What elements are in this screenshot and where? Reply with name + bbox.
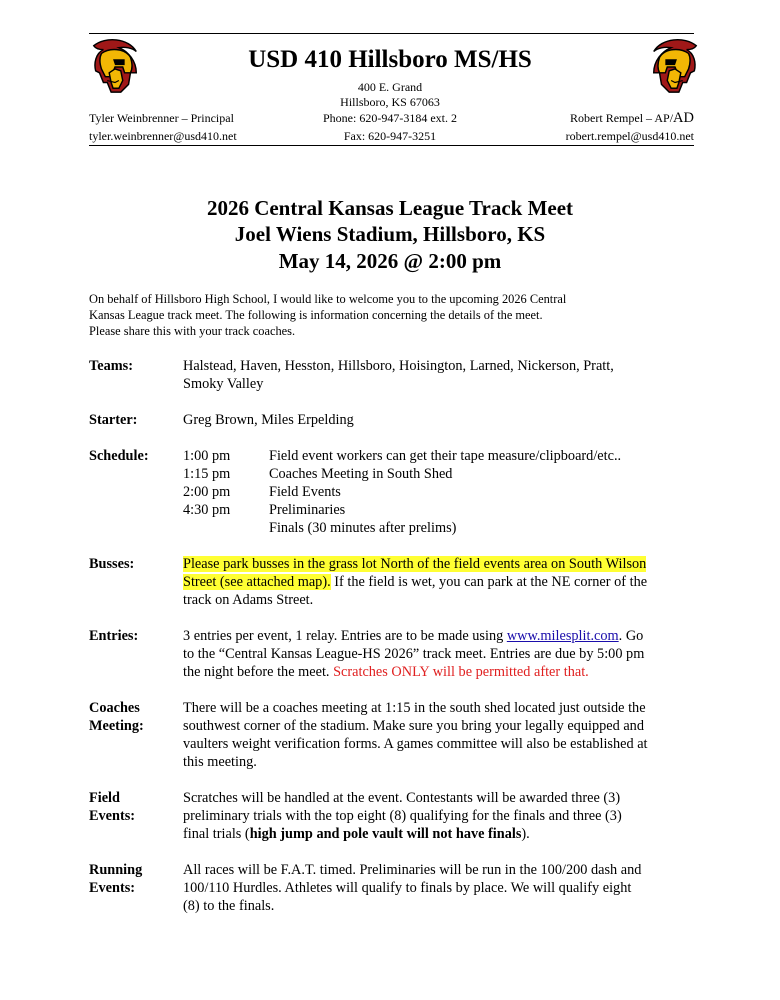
section-coaches-meeting bbox=[89, 699, 699, 771]
school-name: USD 410 Hillsboro MS/HS bbox=[248, 46, 532, 73]
section-running-events bbox=[89, 861, 699, 915]
section-label: Schedule: bbox=[89, 448, 149, 464]
label-line: Events: bbox=[89, 808, 136, 824]
field-events-line: preliminary trials with the top eight (8) qualifying for the finals and three (3) bbox=[183, 808, 622, 824]
entries-line3-text: the night before the meet. bbox=[183, 664, 334, 680]
schedule-desc: Preliminaries bbox=[269, 502, 346, 518]
section-teams bbox=[89, 357, 699, 393]
principal-email: tyler.weinbrenner@usd410.net bbox=[89, 129, 237, 143]
busses-text bbox=[183, 555, 697, 609]
label-line: Coaches bbox=[89, 700, 140, 716]
intro-paragraph bbox=[89, 291, 689, 339]
label-line: Running bbox=[89, 862, 143, 878]
entries-line: to the “Central Kansas League-HS 2026” track meet. Entries are due by 5:00 pm bbox=[183, 646, 645, 662]
ad-email: robert.rempel@usd410.net bbox=[565, 129, 694, 143]
section-label bbox=[89, 699, 177, 735]
running-events-line: 100/110 Hurdles. Athletes will qualify to finals by place. We will qualify eight bbox=[183, 880, 632, 896]
ad-suffix: AD bbox=[673, 110, 694, 126]
busses-line bbox=[183, 555, 697, 573]
teams-line: Smoky Valley bbox=[183, 376, 264, 392]
field-events-post: ). bbox=[521, 826, 530, 842]
section-label: Busses: bbox=[89, 556, 135, 572]
running-events-line: (8) to the finals. bbox=[183, 898, 275, 914]
section-field-events bbox=[89, 789, 699, 843]
schedule-time: 1:00 pm bbox=[183, 448, 231, 464]
entries-text bbox=[183, 627, 697, 681]
ad-name-text: Robert Rempel – AP/ bbox=[570, 111, 674, 125]
busses-line: track on Adams Street. bbox=[183, 592, 314, 608]
field-events-text bbox=[183, 789, 697, 843]
highlighted-text: Street (see attached map). bbox=[183, 574, 331, 590]
fax-number: Fax: 620-947-3251 bbox=[343, 129, 437, 143]
teams-list bbox=[183, 357, 697, 393]
milesplit-link[interactable]: www.milesplit.com bbox=[506, 628, 619, 644]
label-line: Events: bbox=[89, 880, 136, 896]
meet-venue: Joel Wiens Stadium, Hillsboro, KS bbox=[234, 222, 546, 246]
principal-name: Tyler Weinbrenner – Principal bbox=[89, 111, 234, 125]
phone-number: Phone: 620-947-3184 ext. 2 bbox=[323, 111, 457, 125]
no-finals-note: high jump and pole vault will not have finals bbox=[249, 826, 522, 842]
entries-line bbox=[183, 663, 697, 681]
section-label bbox=[89, 861, 177, 897]
schedule-item bbox=[183, 501, 697, 519]
schedule-time: 1:15 pm bbox=[183, 466, 231, 482]
schedule-list bbox=[183, 447, 697, 537]
entries-post-link: . Go bbox=[618, 628, 644, 644]
coaches-line: southwest corner of the stadium. Make sure you bring your legally equipped and bbox=[183, 718, 644, 734]
field-events-pre: final trials ( bbox=[183, 826, 250, 842]
section-label: Entries: bbox=[89, 628, 139, 644]
running-events-text bbox=[183, 861, 697, 915]
label-line: Field bbox=[89, 790, 120, 806]
field-events-line: Scratches will be handled at the event. Contestants will be awarded three (3) bbox=[183, 790, 621, 806]
schedule-time: 2:00 pm bbox=[183, 484, 231, 500]
field-events-line bbox=[183, 825, 697, 843]
section-label: Teams: bbox=[89, 358, 133, 374]
intro-line: Kansas League track meet. The following is information concerning the details of the meet. bbox=[89, 308, 543, 322]
running-events-line: All races will be F.A.T. timed. Preliminaries will be run in the 100/200 dash and bbox=[183, 862, 642, 878]
section-label bbox=[89, 789, 177, 825]
section-busses bbox=[89, 555, 699, 609]
busses-rest: If the field is wet, you can park at the NE corner of the bbox=[330, 574, 648, 590]
ad-name bbox=[570, 111, 694, 126]
schedule-item bbox=[183, 519, 697, 537]
header-bottom-rule bbox=[89, 145, 694, 146]
schedule-desc: Field Events bbox=[269, 484, 341, 500]
coaches-line: There will be a coaches meeting at 1:15 in the south shed located just outside the bbox=[183, 700, 646, 716]
intro-line: Please share this with your track coaches. bbox=[89, 324, 296, 338]
meet-title: 2026 Central Kansas League Track Meet bbox=[206, 196, 574, 220]
entries-pre-link: 3 entries per event, 1 relay. Entries are to be made using bbox=[183, 628, 507, 644]
highlighted-text: Please park busses in the grass lot North of the field events area on South Wilson bbox=[183, 556, 647, 572]
schedule-item bbox=[183, 483, 697, 501]
schedule-time: 4:30 pm bbox=[183, 502, 231, 518]
coaches-line: this meeting. bbox=[183, 754, 257, 770]
starter-names: Greg Brown, Miles Erpelding bbox=[183, 412, 354, 428]
address-city: Hillsboro, KS 67063 bbox=[340, 95, 440, 109]
section-label: Starter: bbox=[89, 412, 138, 428]
label-line: Meeting: bbox=[89, 718, 144, 734]
coaches-line: vaulters weight verification forms. A games committee will also be established at bbox=[183, 736, 648, 752]
address-street: 400 E. Grand bbox=[357, 80, 423, 94]
meet-date: May 14, 2026 @ 2:00 pm bbox=[278, 249, 502, 273]
scratches-warning: Scratches ONLY will be permitted after that. bbox=[333, 664, 589, 680]
section-starter bbox=[89, 411, 699, 429]
busses-line bbox=[183, 573, 697, 591]
section-schedule bbox=[89, 447, 699, 537]
section-entries bbox=[89, 627, 699, 681]
schedule-desc: Coaches Meeting in South Shed bbox=[269, 466, 453, 482]
schedule-item bbox=[183, 447, 697, 465]
intro-line: On behalf of Hillsboro High School, I would like to welcome you to the upcoming 2026 Central bbox=[89, 292, 567, 306]
entries-line bbox=[183, 627, 697, 645]
teams-line: Halstead, Haven, Hesston, Hillsboro, Hoisington, Larned, Nickerson, Pratt, bbox=[183, 358, 614, 374]
schedule-desc: Finals (30 minutes after prelims) bbox=[269, 520, 457, 536]
coaches-meeting-text bbox=[183, 699, 697, 771]
header-top-rule bbox=[89, 33, 694, 34]
schedule-desc: Field event workers can get their tape measure/clipboard/etc.. bbox=[269, 448, 622, 464]
schedule-item bbox=[183, 465, 697, 483]
